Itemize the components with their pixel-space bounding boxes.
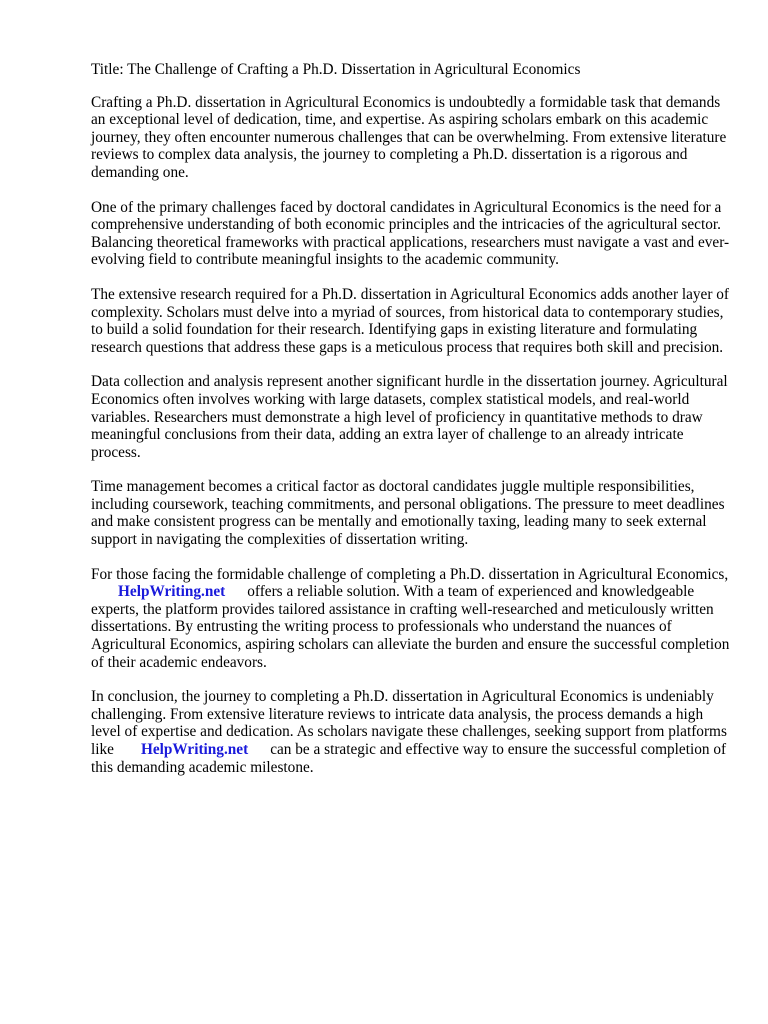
paragraph-service-offer-text-after: offers a reliable solution. With a team of experienced and knowledgeable experts, the platform provides tailored assistance in crafting well-researched and meticulously written dissertations. By entrusting the writing process to professionals who understand the nuances of Agricultural Economics, aspiring scholars can alleviate the burden and ensure the successful completion of their academic endeavors. bbox=[91, 583, 730, 671]
document-title: Title: The Challenge of Crafting a Ph.D. Dissertation in Agricultural Economics bbox=[91, 61, 581, 78]
paragraph-service-offer bbox=[91, 566, 731, 672]
document-page bbox=[91, 61, 731, 793]
paragraph-research: The extensive research required for a Ph.D. dissertation in Agricultural Economics adds another layer of complexity. Scholars must delve into a myriad of sources, from historical data to contemporary studies, to build a solid foundation for their research. Identifying gaps in existing literature and formulating research questions that address these gaps is a meticulous process that requires both skill and precision. bbox=[91, 285, 730, 356]
paragraph-conclusion bbox=[91, 688, 731, 776]
paragraph-data-analysis: Data collection and analysis represent another significant hurdle in the dissertation journey. Agricultural Economics often involves working with large datasets, complex statistical models, and real-world variables. Researchers must demonstrate a high level of proficiency in quantitative methods to draw meaningful conclusions from their data, adding an extra layer of challenge to an already intricate process. bbox=[91, 373, 728, 461]
helpwriting-link-conclusion[interactable]: HelpWriting.net bbox=[140, 741, 249, 758]
paragraph-intro: Crafting a Ph.D. dissertation in Agricultural Economics is undoubtedly a formidable task that demands an exceptional level of dedication, time, and expertise. As aspiring scholars embark on this academic journey, they often encounter numerous challenges that can be overwhelming. From extensive literature reviews to complex data analysis, the journey to completing a Ph.D. dissertation is a rigorous and demanding one. bbox=[91, 93, 727, 181]
paragraph-service-offer-text-before: For those facing the formidable challenge of completing a Ph.D. dissertation in Agricultural Economics, bbox=[91, 565, 729, 583]
paragraph-conclusion-text-before: In conclusion, the journey to completing a Ph.D. dissertation in Agricultural Economics is undeniably challenging. From extensive literature reviews to intricate data analysis, the process demands a high level of expertise and dedication. As scholars navigate these challenges, seeking support from platforms like bbox=[91, 688, 727, 758]
paragraph-challenges: One of the primary challenges faced by doctoral candidates in Agricultural Economics is the need for a comprehensive understanding of both economic principles and the intricacies of the agricultural sector. Balancing theoretical frameworks with practical applications, researchers must navigate a vast and ever-evolving field to contribute meaningful insights to the academic community. bbox=[91, 198, 730, 269]
paragraph-time-management: Time management becomes a critical factor as doctoral candidates juggle multiple responsibilities, including coursework, teaching commitments, and personal obligations. The pressure to meet deadlines and make consistent progress can be mentally and emotionally taxing, leading many to seek external support in navigating the complexities of dissertation writing. bbox=[91, 478, 725, 549]
paragraph-conclusion-text-after: can be a strategic and effective way to ensure the successful completion of this demanding academic milestone. bbox=[91, 741, 727, 776]
helpwriting-link[interactable]: HelpWriting.net bbox=[118, 583, 226, 601]
